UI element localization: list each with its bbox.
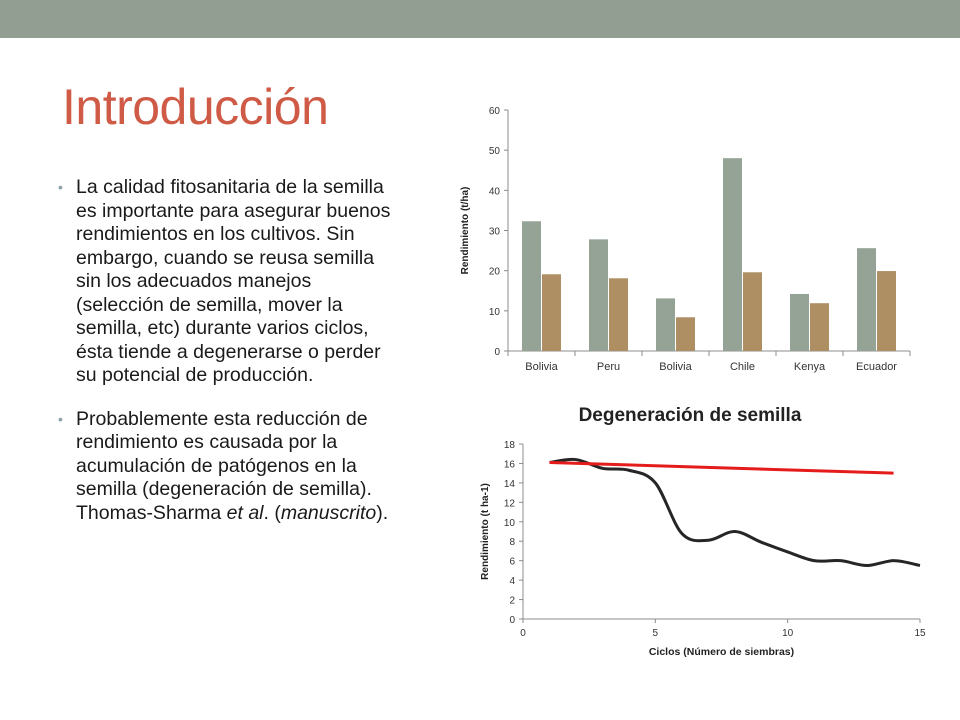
y-axis-title: Rendimiento (t/ha) <box>460 186 471 275</box>
x-tick-label: 0 <box>520 628 526 639</box>
x-tick-label: Peru <box>596 361 621 373</box>
y-tick-label: 50 <box>488 146 500 158</box>
top-accent-bar <box>0 0 960 38</box>
bar-series-1 <box>656 298 675 351</box>
bullet-text-1: La calidad fitosanitaria de la semilla es importante para asegurar buenos rendimientos en los cultivos. Sin embargo, cuando se reusa semilla sin los adecuados manejos (selección de semilla, mover la semilla, etc) durante varios ciclos, ésta tiende a degenerarse o perder su potencial de producción. <box>76 176 391 386</box>
bar-series-1 <box>790 294 809 351</box>
x-tick-label: 10 <box>782 628 794 639</box>
x-tick-label: Bolivia <box>525 361 558 373</box>
bullet-text-2-part-e: ). <box>376 501 389 524</box>
x-tick-label: Chile <box>729 361 756 373</box>
bar-series-1 <box>522 221 541 351</box>
x-tick-label: Kenya <box>793 361 826 373</box>
bullet-item-1 <box>58 176 403 388</box>
bar-series-2 <box>542 274 561 351</box>
y-tick-label: 12 <box>503 498 515 510</box>
bar-series-2 <box>810 303 829 351</box>
y-tick-label: 18 <box>503 440 515 451</box>
bullet-item-2 <box>58 408 403 526</box>
bar-series-1 <box>589 239 608 351</box>
bar-chart <box>440 95 920 385</box>
bar-series-1 <box>723 158 742 351</box>
slide-title: Introducción <box>62 79 329 135</box>
y-axis-title: Rendimiento (t ha-1) <box>480 483 491 580</box>
yield-decline-line <box>549 459 920 565</box>
bar-series-2 <box>676 317 695 351</box>
bar-series-1 <box>857 248 876 351</box>
y-tick-label: 10 <box>488 306 500 318</box>
bullet-text-2-part-a: Probablemente esta reducción de rendimiento es causada por la acumulación de patógenos en la semilla (degeneración de semilla). Thomas-Sharma <box>76 407 372 524</box>
bar-series-2 <box>877 271 896 351</box>
y-tick-label: 10 <box>503 517 515 529</box>
line-chart-title: Degeneración de semilla <box>578 405 802 426</box>
bar-series-2 <box>743 272 762 351</box>
y-tick-label: 40 <box>488 186 500 198</box>
line-chart <box>460 395 940 670</box>
bullet-text-2-part-c: . ( <box>263 501 281 524</box>
y-tick-label: 0 <box>494 347 500 358</box>
y-tick-label: 6 <box>509 556 515 568</box>
x-axis-title: Ciclos (Número de siembras) <box>648 646 795 658</box>
y-tick-label: 30 <box>488 226 500 238</box>
bullet-text-2-etal: et al <box>226 501 264 524</box>
bullet-list <box>58 176 403 545</box>
y-tick-label: 0 <box>509 615 515 626</box>
bar-series-2 <box>609 278 628 351</box>
y-tick-label: 8 <box>509 537 515 549</box>
y-tick-label: 14 <box>503 478 515 490</box>
x-tick-label: 5 <box>652 628 659 639</box>
y-tick-label: 20 <box>488 266 500 278</box>
y-tick-label: 60 <box>488 106 500 117</box>
y-tick-label: 16 <box>503 459 515 471</box>
bullet-text-2 <box>76 408 388 524</box>
bullet-marker: • <box>58 410 63 427</box>
x-tick-label: Ecuador <box>856 361 897 373</box>
bullet-text-2-manuscrito: manuscrito <box>280 501 377 524</box>
y-tick-label: 2 <box>509 595 515 607</box>
y-tick-label: 4 <box>509 576 515 588</box>
bullet-marker: • <box>58 179 63 195</box>
x-tick-label: Bolivia <box>659 361 692 373</box>
x-tick-label: 15 <box>914 628 926 639</box>
